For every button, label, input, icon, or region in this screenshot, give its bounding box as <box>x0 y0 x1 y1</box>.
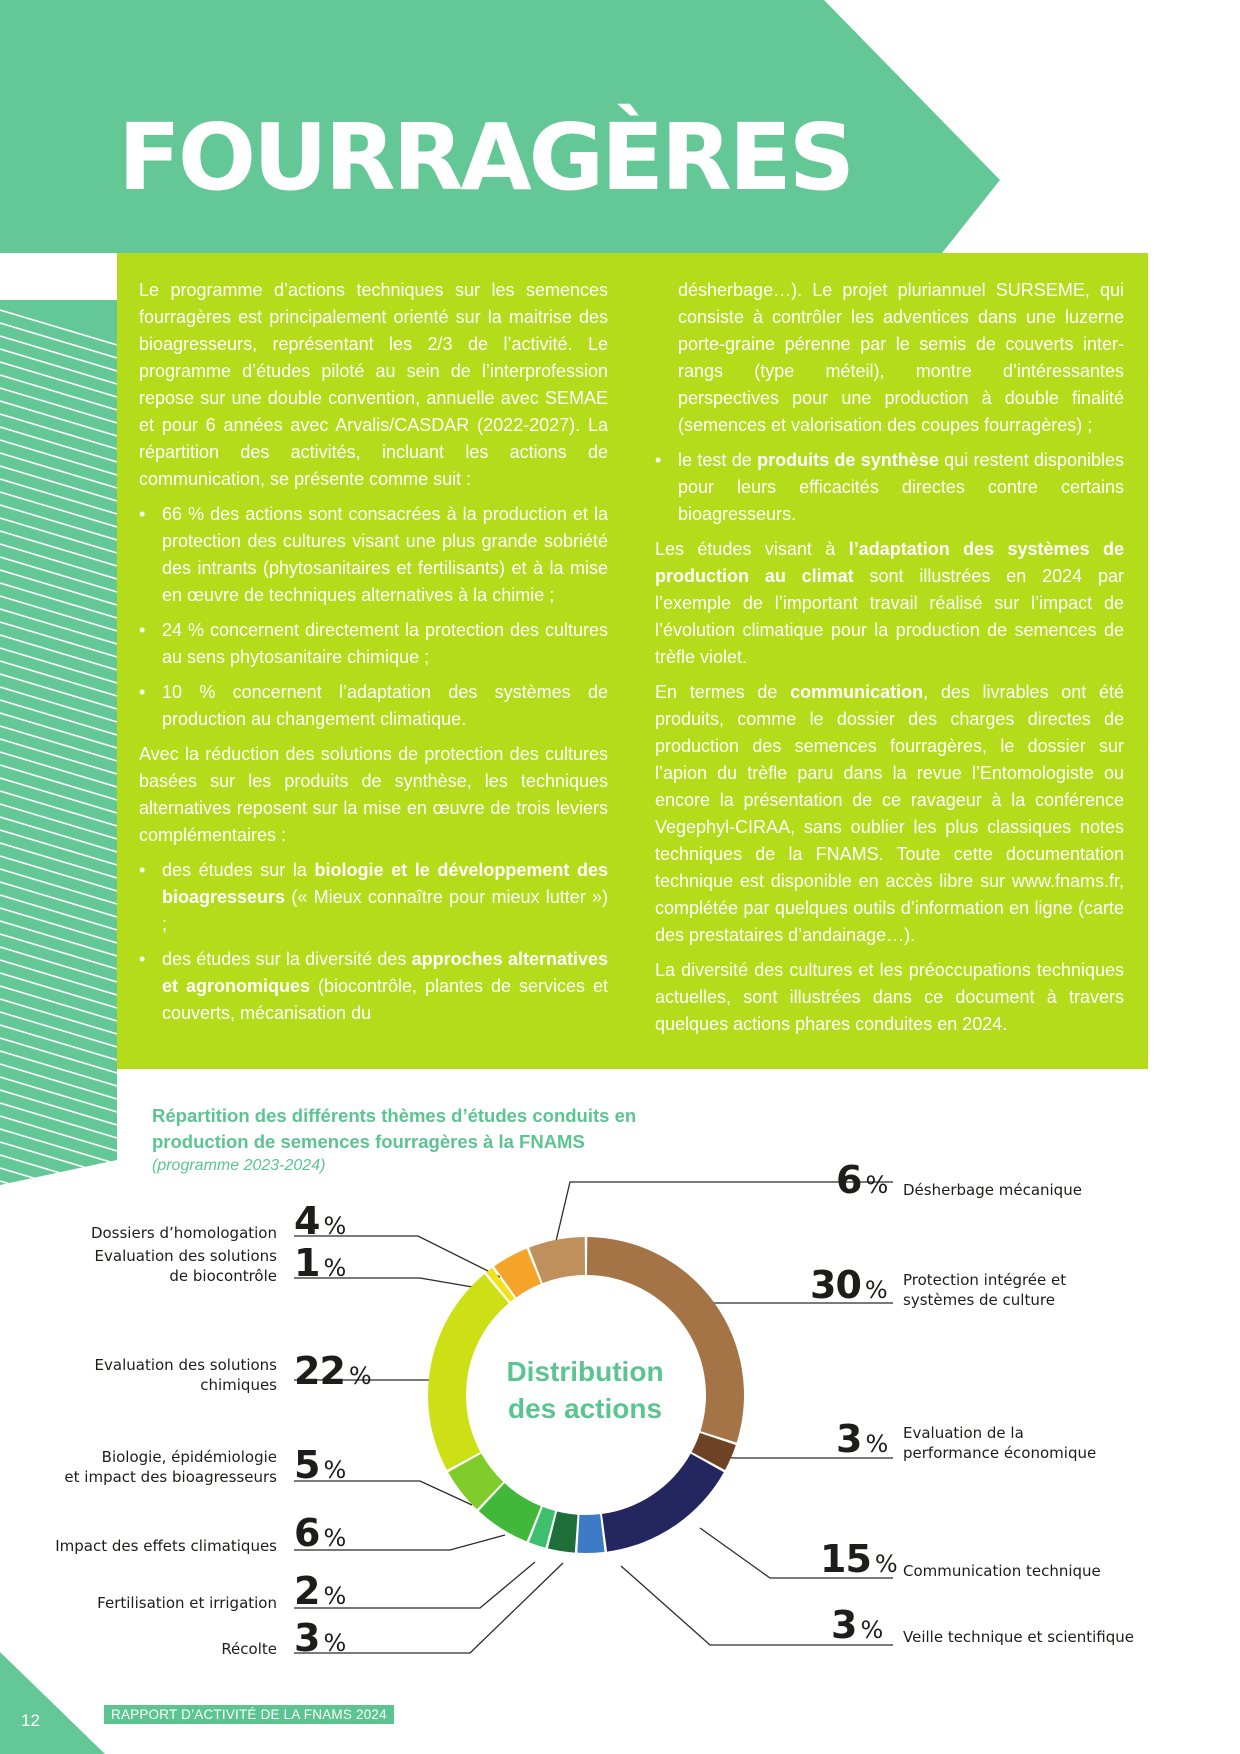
chart-label-veille: Veille technique et scientifique <box>903 1628 1134 1646</box>
levers-paragraph: Avec la réduction des solutions de protection des cultures basées sur les produits de synthèse, les techniques alternatives reposent sur la mise en œuvre de trois leviers complémentaires : <box>139 744 608 845</box>
chart-subtitle: (programme 2023-2024) <box>152 1157 326 1174</box>
chart-pct-desherbage: 6 % <box>836 1158 888 1202</box>
continued-bullet-text: désherbage…). Le projet pluriannuel SURSEME, qui consiste à contrôler les adventices dans une luzerne porte-graine pérenne par le semis de couverts inter-rangs (type méteil), montre d’intéressantes perspectives pour une production à double finalité (semences et valorisation des coupes fourragères) ; <box>678 280 1124 435</box>
communication-paragraph: En termes de communication, des livrables ont été produits, comme le dossier des charges directes de production des semences fourragères, le dossier sur l’apion du trèfle paru dans la revue l’Entomologiste ou encore la présentation de ce ravageur à la conférence Vegephyl-CIRAA, sans oublier les plus classiques notes techniques de la FNAMS. Toute cette documentation technique est disponible en accès libre sur www.fnams.fr, complétée par quelques outils d’information en ligne (carte des prestataires d’andainage…). <box>655 682 1124 945</box>
chart-pct-fertilisation: 2 % <box>294 1569 346 1613</box>
bullet-item: • 10 % concernent l’adaptation des systèmes de production au changement climatique. <box>139 679 608 733</box>
chart-label-economique: Evaluation de la performance économique <box>903 1424 1097 1462</box>
bullet-item: • 24 % concernent directement la protection des cultures au sens phytosanitaire chimique ; <box>139 617 608 671</box>
chart-label-biologie: Biologie, épidémiologie et impact des bioagresseurs <box>64 1448 277 1486</box>
chart-pct-recolte: 3 % <box>294 1616 346 1660</box>
bullet-item-biology: • des études sur la biologie et le développement des bioagresseurs (« Mieux connaître pour mieux lutter ») ; <box>139 857 608 938</box>
page-title: FOURRAGÈRES <box>118 104 852 211</box>
chart-label-homologation: Dossiers d’homologation <box>90 1224 277 1242</box>
chart-pct-communication: 15 % <box>820 1537 897 1581</box>
chart-label-climatique: Impact des effets climatiques <box>55 1537 277 1555</box>
chart-label-communication: Communication technique <box>903 1562 1101 1580</box>
chart-pct-climatique: 6 % <box>294 1511 346 1555</box>
chart-label-chimiques: Evaluation des solutions chimiques <box>94 1356 277 1394</box>
chart-pct-veille: 3 % <box>831 1603 883 1647</box>
report-title-tag: RAPPORT D’ACTIVITÉ DE LA FNAMS 2024 <box>104 1705 394 1724</box>
chart-label-desherbage: Désherbage mécanique <box>903 1181 1082 1199</box>
chart-label-fertilisation: Fertilisation et irrigation <box>97 1594 277 1612</box>
page-number: 12 <box>21 1711 40 1730</box>
bullet-item: • 66 % des actions sont consacrées à la production et la protection des cultures visant une plus grande sobriété des intrants (phytosanitaires et fertilisants) et à la mise en œuvre de techniques alternatives à la chimie ; <box>139 501 608 609</box>
bullet-item-synthesis: • le test de produits de synthèse qui restent disponibles pour leurs efficacités directes contre certains bioagresseurs. <box>655 447 1124 528</box>
intro-paragraph: Le programme d’actions techniques sur les semences fourragères est principalement orienté sur la maitrise des bioagresseurs, représentant les 2/3 de l’activité. Le programme d’études piloté au sein de l’interprofession repose sur une double convention, annuelle avec SEMAE et pour 6 années avec Arvalis/CASDAR (2022-2027). La répartition des activités, incluant les actions de communication, se présente comme suit : <box>139 280 608 489</box>
chart-pct-biologie: 5 % <box>294 1443 346 1487</box>
donut-slice <box>602 1454 724 1552</box>
bullet-item-alternatives: • des études sur la diversité des approches alternatives et agronomiques (biocontrôle, plantes de services et couverts, mécanisation du <box>139 946 608 1027</box>
chart-pct-economique: 3 % <box>836 1417 888 1461</box>
closing-paragraph: La diversité des cultures et les préoccupations techniques actuelles, sont illustrées dans ce document à travers quelques actions phares conduites en 2024. <box>655 960 1124 1034</box>
chart-label-biocontrole: Evaluation des solutions de biocontrôle <box>94 1247 277 1285</box>
chart-pct-homologation: 4 % <box>294 1199 346 1243</box>
donut-center-label: Distribution des actions <box>506 1356 664 1424</box>
chart-pct-biocontrole: 1 % <box>294 1241 346 1285</box>
donut-slice <box>577 1514 604 1553</box>
chart-pct-protection: 30 % <box>810 1263 887 1307</box>
climate-paragraph: Les études visant à l’adaptation des systèmes de production au climat sont illustrées en 2024 par l’exemple de l’important travail réalisé sur l’impact de l’évolution climatique pour la production de semences de trèfle violet. <box>655 539 1124 667</box>
chart-label-recolte: Récolte <box>221 1640 277 1658</box>
chart-pct-chimiques: 22 % <box>294 1349 371 1393</box>
chart-label-protection: Protection intégrée et systèmes de culture <box>903 1271 1067 1309</box>
chart-title: Répartition des différents thèmes d’études conduits en production de semences fourragères à la FNAMS <box>152 1105 637 1152</box>
